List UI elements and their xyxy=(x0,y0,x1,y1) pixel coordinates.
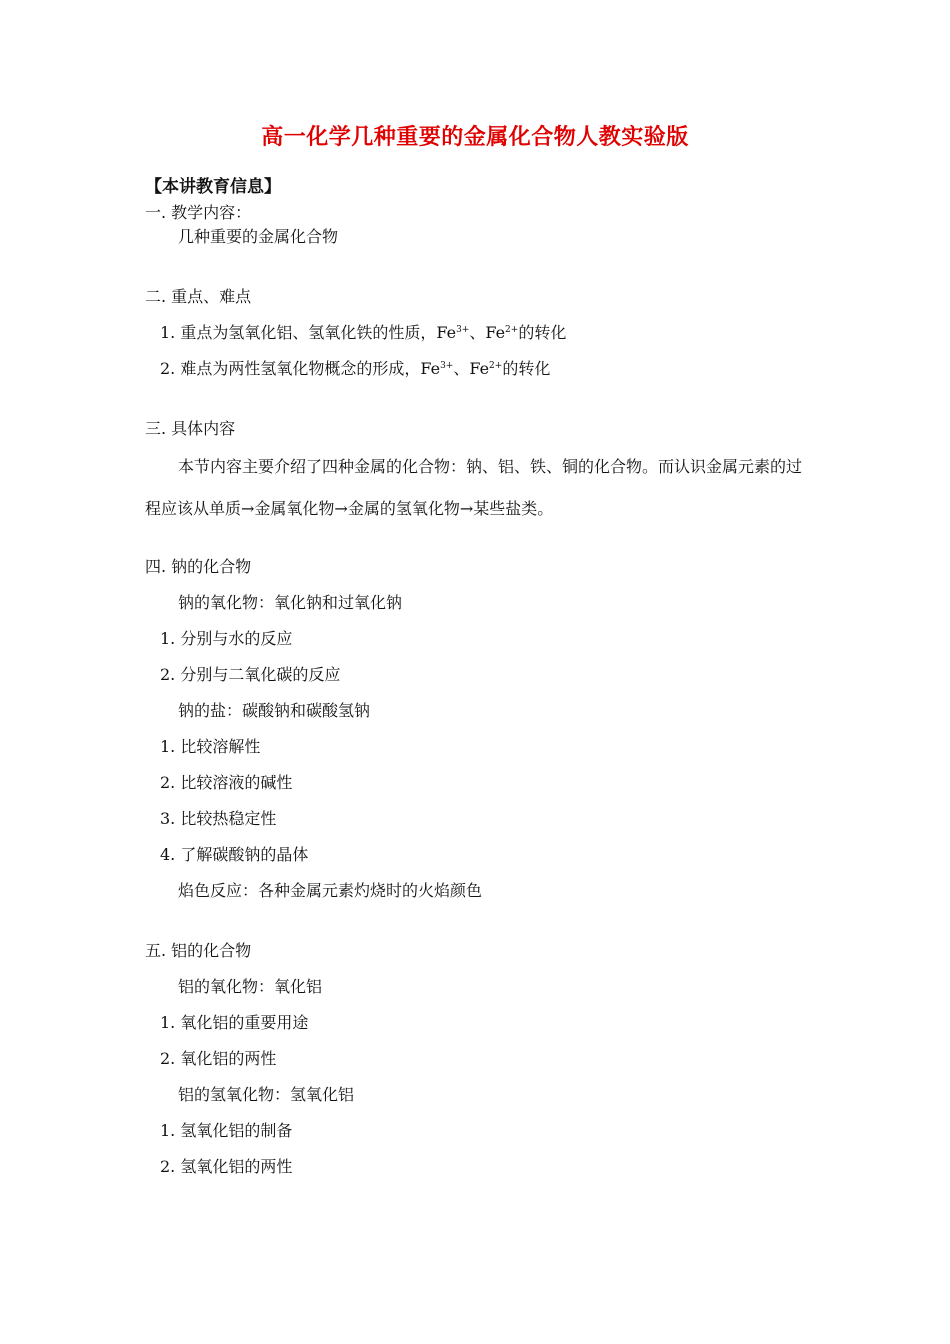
section-5-heading: 五. 铝的化合物 xyxy=(145,941,252,960)
section-4-heading: 四. 钠的化合物 xyxy=(145,557,252,576)
section-2-heading: 二. 重点、难点 xyxy=(145,287,252,306)
list-item: 1. 氢氧化铝的制备 xyxy=(160,1121,293,1140)
list-item: 2. 分别与二氧化碳的反应 xyxy=(160,665,341,684)
section-4-sub-3: 焰色反应：各种金属元素灼烧时的火焰颜色 xyxy=(178,881,483,900)
list-item: 2. 比较溶液的碱性 xyxy=(160,773,293,792)
section-1-heading: 一. 教学内容： xyxy=(145,203,252,222)
section-1-body: 几种重要的金属化合物 xyxy=(178,227,339,246)
section-5-sub-1: 铝的氧化物：氧化铝 xyxy=(178,977,323,996)
document-title: 高一化学几种重要的金属化合物人教实验版 xyxy=(261,124,689,150)
list-item: 1. 氧化铝的重要用途 xyxy=(160,1013,309,1032)
list-item: 1. 比较溶解性 xyxy=(160,737,261,756)
section-3-heading: 三. 具体内容 xyxy=(145,419,236,438)
section-3-paragraph: 本节内容主要介绍了四种金属的化合物：钠、铝、铁、铜的化合物。而认识金属元素的过程应该从单质→金属氧化物→金属的氢氧化物→某些盐类。 xyxy=(145,457,803,518)
section-4-sub-2: 钠的盐：碳酸钠和碳酸氢钠 xyxy=(178,701,371,720)
section-4-sub-1: 钠的氧化物：氧化钠和过氧化钠 xyxy=(178,593,403,612)
section-5-sub-2: 铝的氢氧化物：氢氧化铝 xyxy=(178,1085,355,1104)
list-item: 2. 氧化铝的两性 xyxy=(160,1049,277,1068)
list-item: 3. 比较热稳定性 xyxy=(160,809,277,828)
list-item: 1. 分别与水的反应 xyxy=(160,629,293,648)
section-2-item-2: 2. 难点为两性氢氧化物概念的形成，$Fe^{3+}$、$Fe^{2+}$的转化 xyxy=(160,359,551,378)
list-item: 2. 氢氧化铝的两性 xyxy=(160,1157,293,1176)
section-header: 【本讲教育信息】 xyxy=(145,177,281,197)
section-2-item-1: 1. 重点为氢氧化铝、氢氧化铁的性质，$Fe^{3+}$、$Fe^{2+}$的转化 xyxy=(160,323,567,342)
list-item: 4. 了解碳酸钠的晶体 xyxy=(160,845,309,864)
